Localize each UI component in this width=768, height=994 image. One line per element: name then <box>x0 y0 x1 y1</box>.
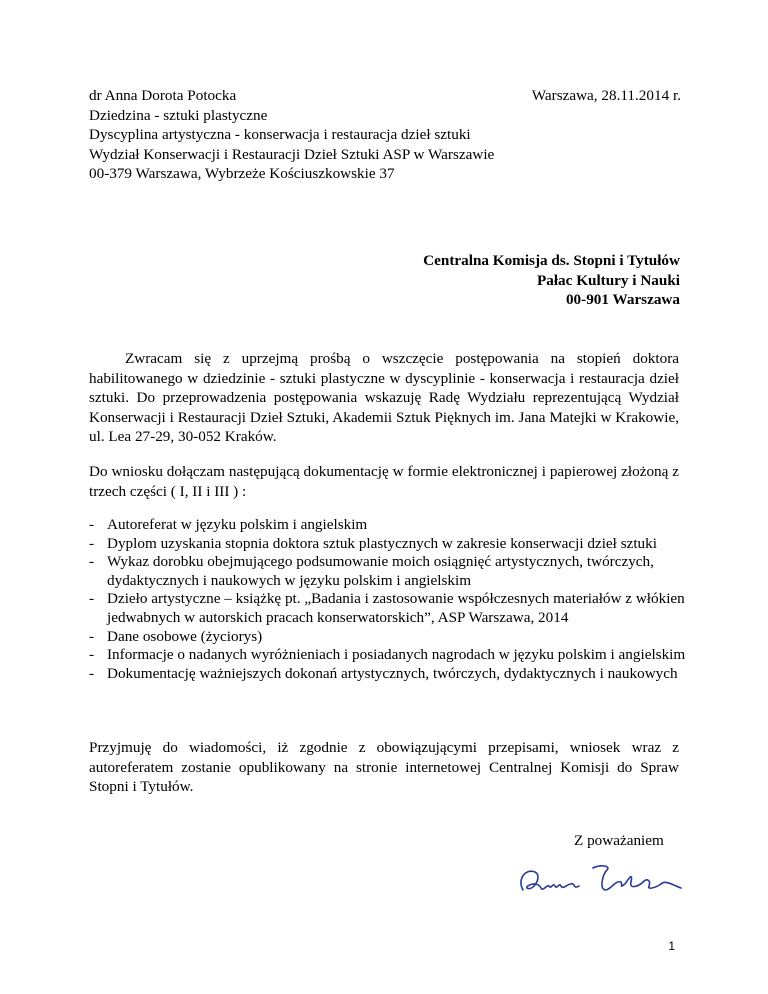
recipient-block <box>423 251 680 310</box>
recipient-line-1: Centralna Komisja ds. Stopni i Tytułów <box>423 252 680 269</box>
closing-salutation: Z poważaniem <box>574 832 664 849</box>
list-item: - Wykaz dorobku obejmującego podsumowanie moich osiągnięć artystycznych, twórczych, dydaktycznych i naukowych w języku polskim i angielskim <box>89 553 689 590</box>
list-item: - Dane osobowe (życiorys) <box>89 628 689 647</box>
list-item: - Informacje o nadanych wyróżnieniach i posiadanych nagrodach w języku polskim i angielskim <box>89 646 689 665</box>
list-item: - Dyplom uzyskania stopnia doktora sztuk plastycznych w zakresie konserwacji dzieł sztuki <box>89 535 689 554</box>
sender-faculty: Wydział Konserwacji i Restauracji Dzieł Sztuki ASP w Warszawie <box>89 145 495 163</box>
sender-field: Dziedzina - sztuki plastyczne <box>89 106 268 124</box>
page-number: 1 <box>668 939 675 953</box>
recipient-line-3: 00-901 Warszawa <box>565 291 680 308</box>
sender-name: dr Anna Dorota Potocka <box>89 87 237 104</box>
letter-date: Warszawa, 28.11.2014 r. <box>531 87 681 104</box>
body-paragraph-3: Przyjmuję do wiadomości, iż zgodnie z obowiązującymi przepisami, wniosek wraz z autoreferatem zostanie opublikowany na stronie internetowej Centralnej Komisji do Spraw Stopni i Tytułów. <box>89 739 679 795</box>
recipient-line-2: Pałac Kultury i Nauki <box>536 271 680 289</box>
sender-discipline: Dyscyplina artystyczna - konserwacja i restauracja dzieł sztuki <box>89 126 471 143</box>
list-item: - Autoreferat w języku polskim i angielskim <box>89 516 689 535</box>
list-item: - Dokumentację ważniejszych dokonań artystycznych, twórczych, dydaktycznych i naukowych <box>89 665 689 684</box>
sender-address: 00-379 Warszawa, Wybrzeże Kościuszkowskie 37 <box>89 165 395 182</box>
signature-stroke <box>521 866 681 890</box>
sender-block <box>89 86 494 184</box>
body-paragraph-1: Zwracam się z uprzejmą prośbą o wszczęcie postępowania na stopień doktora habilitowanego w dziedzinie - sztuki plastyczne w dyscyplinie - konserwacja i restauracja dzieł sztuki. Do przeprowadzenia postępowania wskazuję Radę Wydziału reprezentującą Wydział Konserwacji i Restauracji Dzieł Sztuki, Akademii Sztuk Pięknych im. Jana Matejki w Krakowie, ul. Lea 27-29, 30-052 Kraków. <box>89 350 679 445</box>
attachments-list <box>89 516 689 683</box>
list-item: - Dzieło artystyczne – książkę pt. „Badania i zastosowanie współczesnych materiałów z włókien jedwabnych w autorskich pracach konserwatorskich”, ASP Warszawa, 2014 <box>89 590 689 627</box>
body-paragraph-2: Do wniosku dołączam następującą dokumentację w formie elektronicznej i papierowej złożoną z trzech części ( I, II i III ) : <box>89 463 679 500</box>
signature-icon <box>515 858 685 904</box>
